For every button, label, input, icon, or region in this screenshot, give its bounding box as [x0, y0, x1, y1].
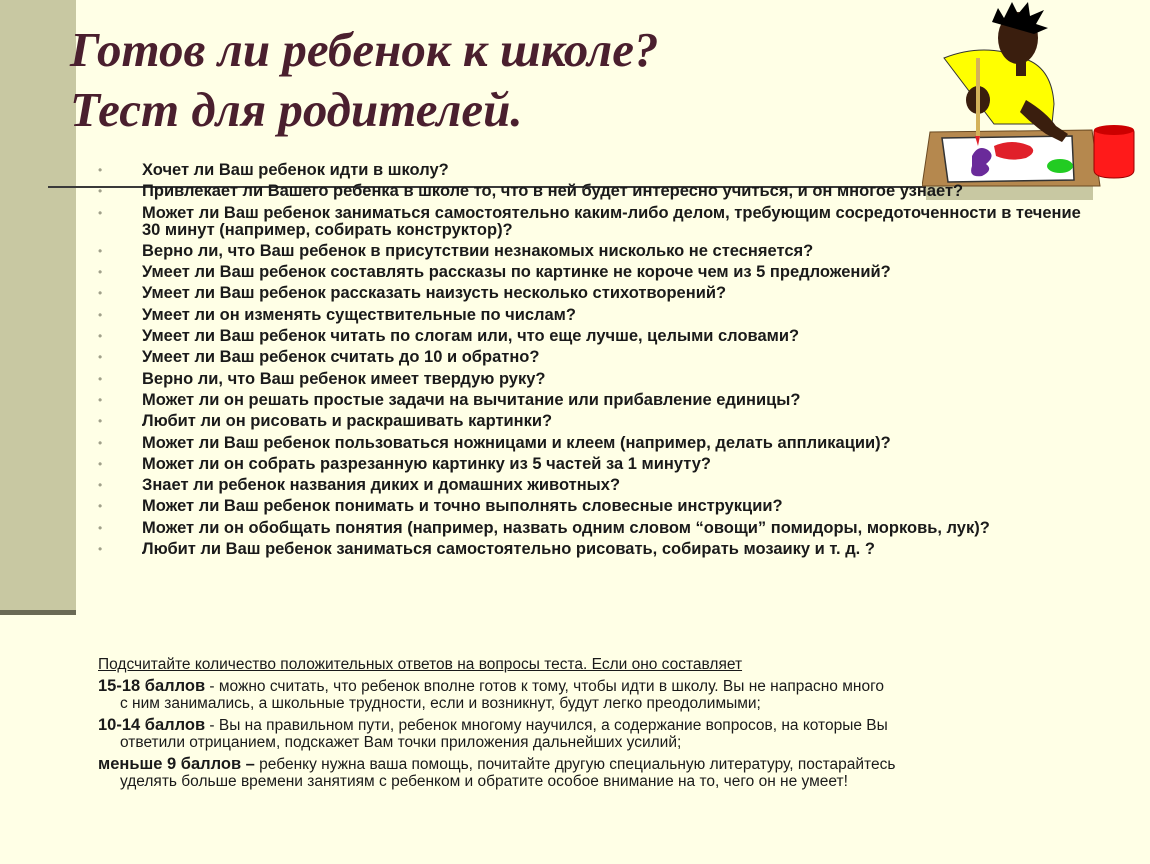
child-painting-illustration [922, 0, 1148, 188]
question-text: Верно ли, что Ваш ребенок в присутствии незнакомых нисколько не стесняется? [142, 241, 814, 260]
question-text: Умеет ли Ваш ребенок составлять рассказы по картинке не короче чем из 5 предложений? [142, 263, 891, 282]
list-item [98, 541, 1088, 558]
list-item [98, 435, 1088, 452]
bullet-icon: • [98, 435, 103, 450]
bullet-icon: • [98, 542, 103, 557]
bullet-icon: • [98, 456, 103, 471]
question-text: Может ли он собрать разрезанную картинку из 5 частей за 1 минуту? [142, 454, 711, 473]
question-text: Привлекает ли Вашего ребенка в школе то, что в ней будет интересно учиться, и он многое узнает? [142, 182, 964, 201]
result-15-18 [98, 678, 1083, 713]
list-item [98, 264, 1088, 281]
page-title [70, 20, 658, 140]
title-line-1: Готов ли ребенок к школе? [70, 22, 659, 77]
bullet-icon: • [98, 307, 103, 322]
bullet-icon: • [98, 286, 103, 301]
question-text: Может ли Ваш ребенок понимать и точно выполнять словесные инструкции? [142, 497, 783, 516]
bullet-icon: • [98, 205, 103, 220]
question-text: Верно ли, что Ваш ребенок имеет твердую руку? [142, 369, 546, 388]
bullet-icon: • [98, 478, 103, 493]
list-item [98, 307, 1088, 324]
bullet-icon: • [98, 265, 103, 280]
results-section [98, 656, 1083, 795]
list-item [98, 285, 1088, 302]
bullet-icon: • [98, 392, 103, 407]
bullet-icon: • [98, 350, 103, 365]
bullet-icon: • [98, 163, 103, 177]
list-item [98, 349, 1088, 366]
list-item [98, 413, 1088, 430]
bullet-icon: • [98, 184, 103, 199]
bullet-icon: • [98, 520, 103, 535]
result-text-continued: с ним занимались, а школьные трудности, если и возникнут, будут легко преодолимыми; [120, 695, 761, 712]
result-text: - Вы на правильном пути, ребенок многому научился, а содержание вопросов, на которые Вы [205, 716, 888, 734]
question-text: Умеет ли Ваш ребенок считать до 10 и обратно? [142, 348, 540, 367]
list-item [98, 477, 1088, 494]
bullet-icon: • [98, 499, 103, 514]
bullet-icon: • [98, 414, 103, 429]
list-item [98, 328, 1088, 345]
result-less-9 [98, 756, 1083, 791]
bullet-icon: • [98, 329, 103, 344]
question-text: Может ли Ваш ребенок пользоваться ножницами и клеем (например, делать аппликации)? [142, 433, 891, 452]
question-text: Умеет ли Ваш ребенок рассказать наизусть несколько стихотворений? [142, 284, 727, 303]
title-line-2: Тест для родителей. [70, 82, 523, 137]
question-text: Любит ли Ваш ребенок заниматься самостоятельно рисовать, собирать мозаику и т. д. ? [142, 540, 875, 559]
list-item [98, 371, 1088, 388]
question-text: Умеет ли Ваш ребенок читать по слогам или, что еще лучше, целыми словами? [142, 327, 800, 346]
question-text: Знает ли ребенок названия диких и домашних животных? [142, 476, 621, 495]
list-item [98, 205, 1088, 239]
list-item [98, 392, 1088, 409]
result-range: меньше 9 баллов – [98, 754, 255, 773]
bullet-icon: • [98, 243, 103, 258]
result-range: 10-14 баллов [98, 715, 206, 734]
list-item [98, 162, 1088, 179]
result-text: ребенку нужна ваша помощь, почитайте другую специальную литературу, постарайтесь [254, 755, 896, 773]
question-text: Может ли Ваш ребенок заниматься самостоятельно каким-либо делом, требующим сосредоточенности в течение 30 минут (например, собирать конструктор)? [142, 203, 1081, 239]
question-text: Умеет ли он изменять существительные по числам? [142, 305, 576, 324]
result-text: - можно считать, что ребенок вполне готов к тому, чтобы идти в школу. Вы не напрасно много [205, 677, 885, 695]
result-10-14 [98, 717, 1083, 752]
left-bar-bottom-edge [0, 610, 76, 615]
question-text: Хочет ли Ваш ребенок идти в школу? [142, 161, 449, 179]
result-range: 15-18 баллов [98, 676, 206, 695]
left-accent-bar [0, 0, 76, 614]
list-item [98, 183, 1088, 200]
question-text: Может ли он обобщать понятия (например, назвать одним словом “овощи” помидоры, морковь, лук)? [142, 518, 990, 537]
question-text: Может ли он решать простые задачи на вычитание или прибавление единицы? [142, 390, 801, 409]
question-text: Любит ли он рисовать и раскрашивать картинки? [142, 412, 553, 431]
results-intro: Подсчитайте количество положительных ответов на вопросы теста. Если оно составляет [98, 656, 743, 673]
list-item [98, 456, 1088, 473]
result-text-continued: ответили отрицанием, подскажет Вам точки приложения дальнейших усилий; [120, 734, 682, 751]
list-item [98, 520, 1088, 537]
bullet-icon: • [98, 371, 103, 386]
result-text-continued: уделять больше времени занятиям с ребенком и обратите особое внимание на то, чего он не умеет! [120, 773, 848, 790]
list-item [98, 498, 1088, 515]
list-item [98, 243, 1088, 260]
question-list [98, 162, 1088, 562]
